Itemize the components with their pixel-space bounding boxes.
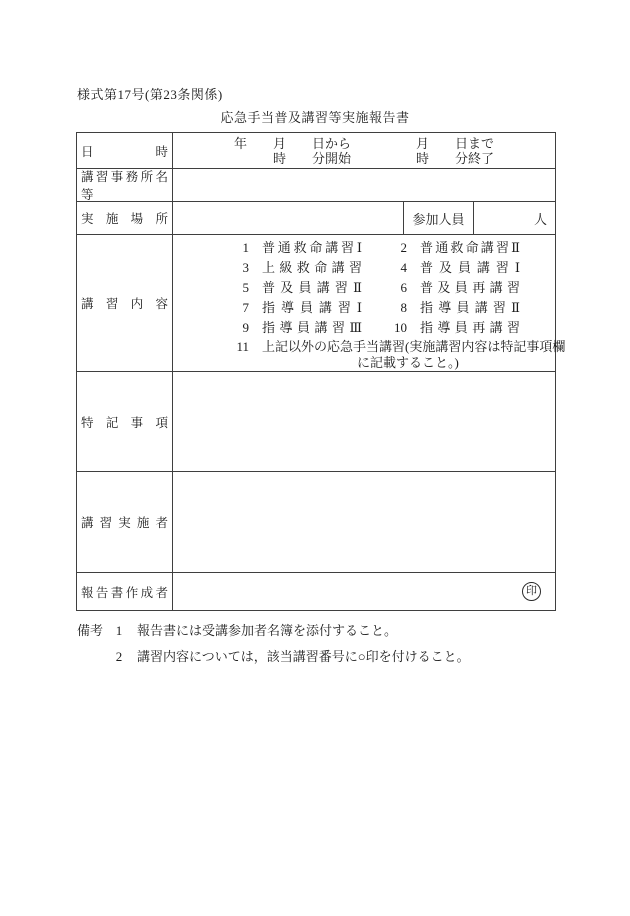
course-row	[221, 278, 565, 298]
course-number: 2	[400, 240, 407, 255]
course-number: 6	[400, 280, 407, 295]
course-name: 普及員講習Ⅰ	[420, 260, 520, 275]
form-number: 様式第17号(第23条関係)	[77, 87, 223, 102]
participants-count-field	[473, 202, 555, 234]
remark-line	[77, 624, 470, 638]
course-name: 指導員再講習	[420, 320, 520, 335]
row-label-text: 日時	[81, 144, 168, 159]
row-label-content	[77, 235, 173, 371]
datetime-line-start-end-date: 年 月 日から 月 日まで	[233, 136, 494, 151]
course-name: 指導員講習Ⅲ	[262, 320, 362, 335]
course-row	[221, 318, 565, 338]
course-row	[221, 238, 565, 258]
course-name: 普通救命講習Ⅱ	[420, 240, 520, 255]
special-notes-field	[173, 372, 555, 471]
course-name: 普及員再講習	[420, 280, 520, 295]
table-row-location	[77, 202, 555, 235]
course-name: 普及員講習Ⅱ	[262, 280, 362, 295]
remarks-heading: 備考	[77, 623, 104, 638]
remark-text: 報告書には受講参加者名簿を添付すること。	[137, 623, 398, 638]
author-field	[173, 573, 555, 610]
course-number: 9	[242, 320, 249, 335]
table-row-author	[77, 573, 555, 610]
participants-unit: 人	[533, 211, 547, 227]
row-label-text: 講習内容	[81, 297, 168, 311]
row-label-datetime	[77, 133, 173, 168]
seal-icon: 印	[522, 582, 541, 601]
course-name: 上記以外の応急手当講習(実施講習内容は特記事項欄	[262, 339, 566, 354]
row-label-text: 報告書作成者	[81, 585, 168, 600]
course-name: 指導員講習Ⅰ	[262, 300, 362, 315]
datetime-line-start-end-time: 時 分開始 時 分終了	[233, 151, 494, 166]
table-row-content	[77, 235, 566, 372]
implementer-field	[173, 472, 555, 572]
course-name: 上級救命講習	[262, 260, 362, 275]
participants-label-cell	[403, 202, 473, 234]
row-label-implementer	[77, 472, 173, 572]
course-other-continuation: に記載すること。)	[357, 355, 459, 370]
course-list	[173, 235, 565, 371]
course-number: 4	[400, 260, 407, 275]
course-row	[221, 298, 565, 318]
table-row-office	[77, 169, 555, 202]
table-row-datetime	[77, 133, 555, 169]
remark-text: 講習内容については，該当講習番号に○印を付けること。	[137, 649, 470, 664]
course-number: 3	[242, 260, 249, 275]
remarks-section	[77, 624, 470, 676]
course-row-other	[221, 338, 565, 355]
course-list-cell	[173, 235, 565, 371]
course-number: 11	[236, 339, 249, 354]
course-name: 指導員講習Ⅱ	[420, 300, 520, 315]
row-label-special-notes	[77, 372, 173, 471]
table-row-implementer	[77, 472, 555, 573]
course-number: 10	[394, 320, 407, 335]
row-label-text: 実施場所	[81, 212, 168, 226]
remark-line	[77, 650, 470, 664]
remark-number: 1	[115, 623, 123, 638]
row-label-text: 講習実施者	[81, 516, 168, 530]
page-title: 応急手当普及講習等実施報告書	[220, 110, 410, 125]
report-form-table	[76, 132, 566, 611]
participants-label: 参加人員	[412, 211, 465, 227]
row-label-text: 特記事項	[81, 415, 168, 430]
remark-number: 2	[115, 649, 123, 664]
table-row-special-notes	[77, 372, 555, 472]
course-number: 7	[242, 300, 249, 315]
course-row	[221, 258, 565, 278]
course-number: 8	[400, 300, 407, 315]
row-label-location	[77, 202, 173, 234]
course-name: 普通救命講習Ⅰ	[262, 240, 362, 255]
location-field	[173, 202, 403, 234]
row-label-office	[77, 169, 173, 201]
row-label-author	[77, 573, 173, 610]
row-label-text: 講習事務所名等	[81, 170, 168, 202]
course-number: 5	[242, 280, 249, 295]
course-number: 1	[242, 240, 249, 255]
office-name-field	[173, 169, 555, 201]
datetime-field	[173, 133, 555, 168]
